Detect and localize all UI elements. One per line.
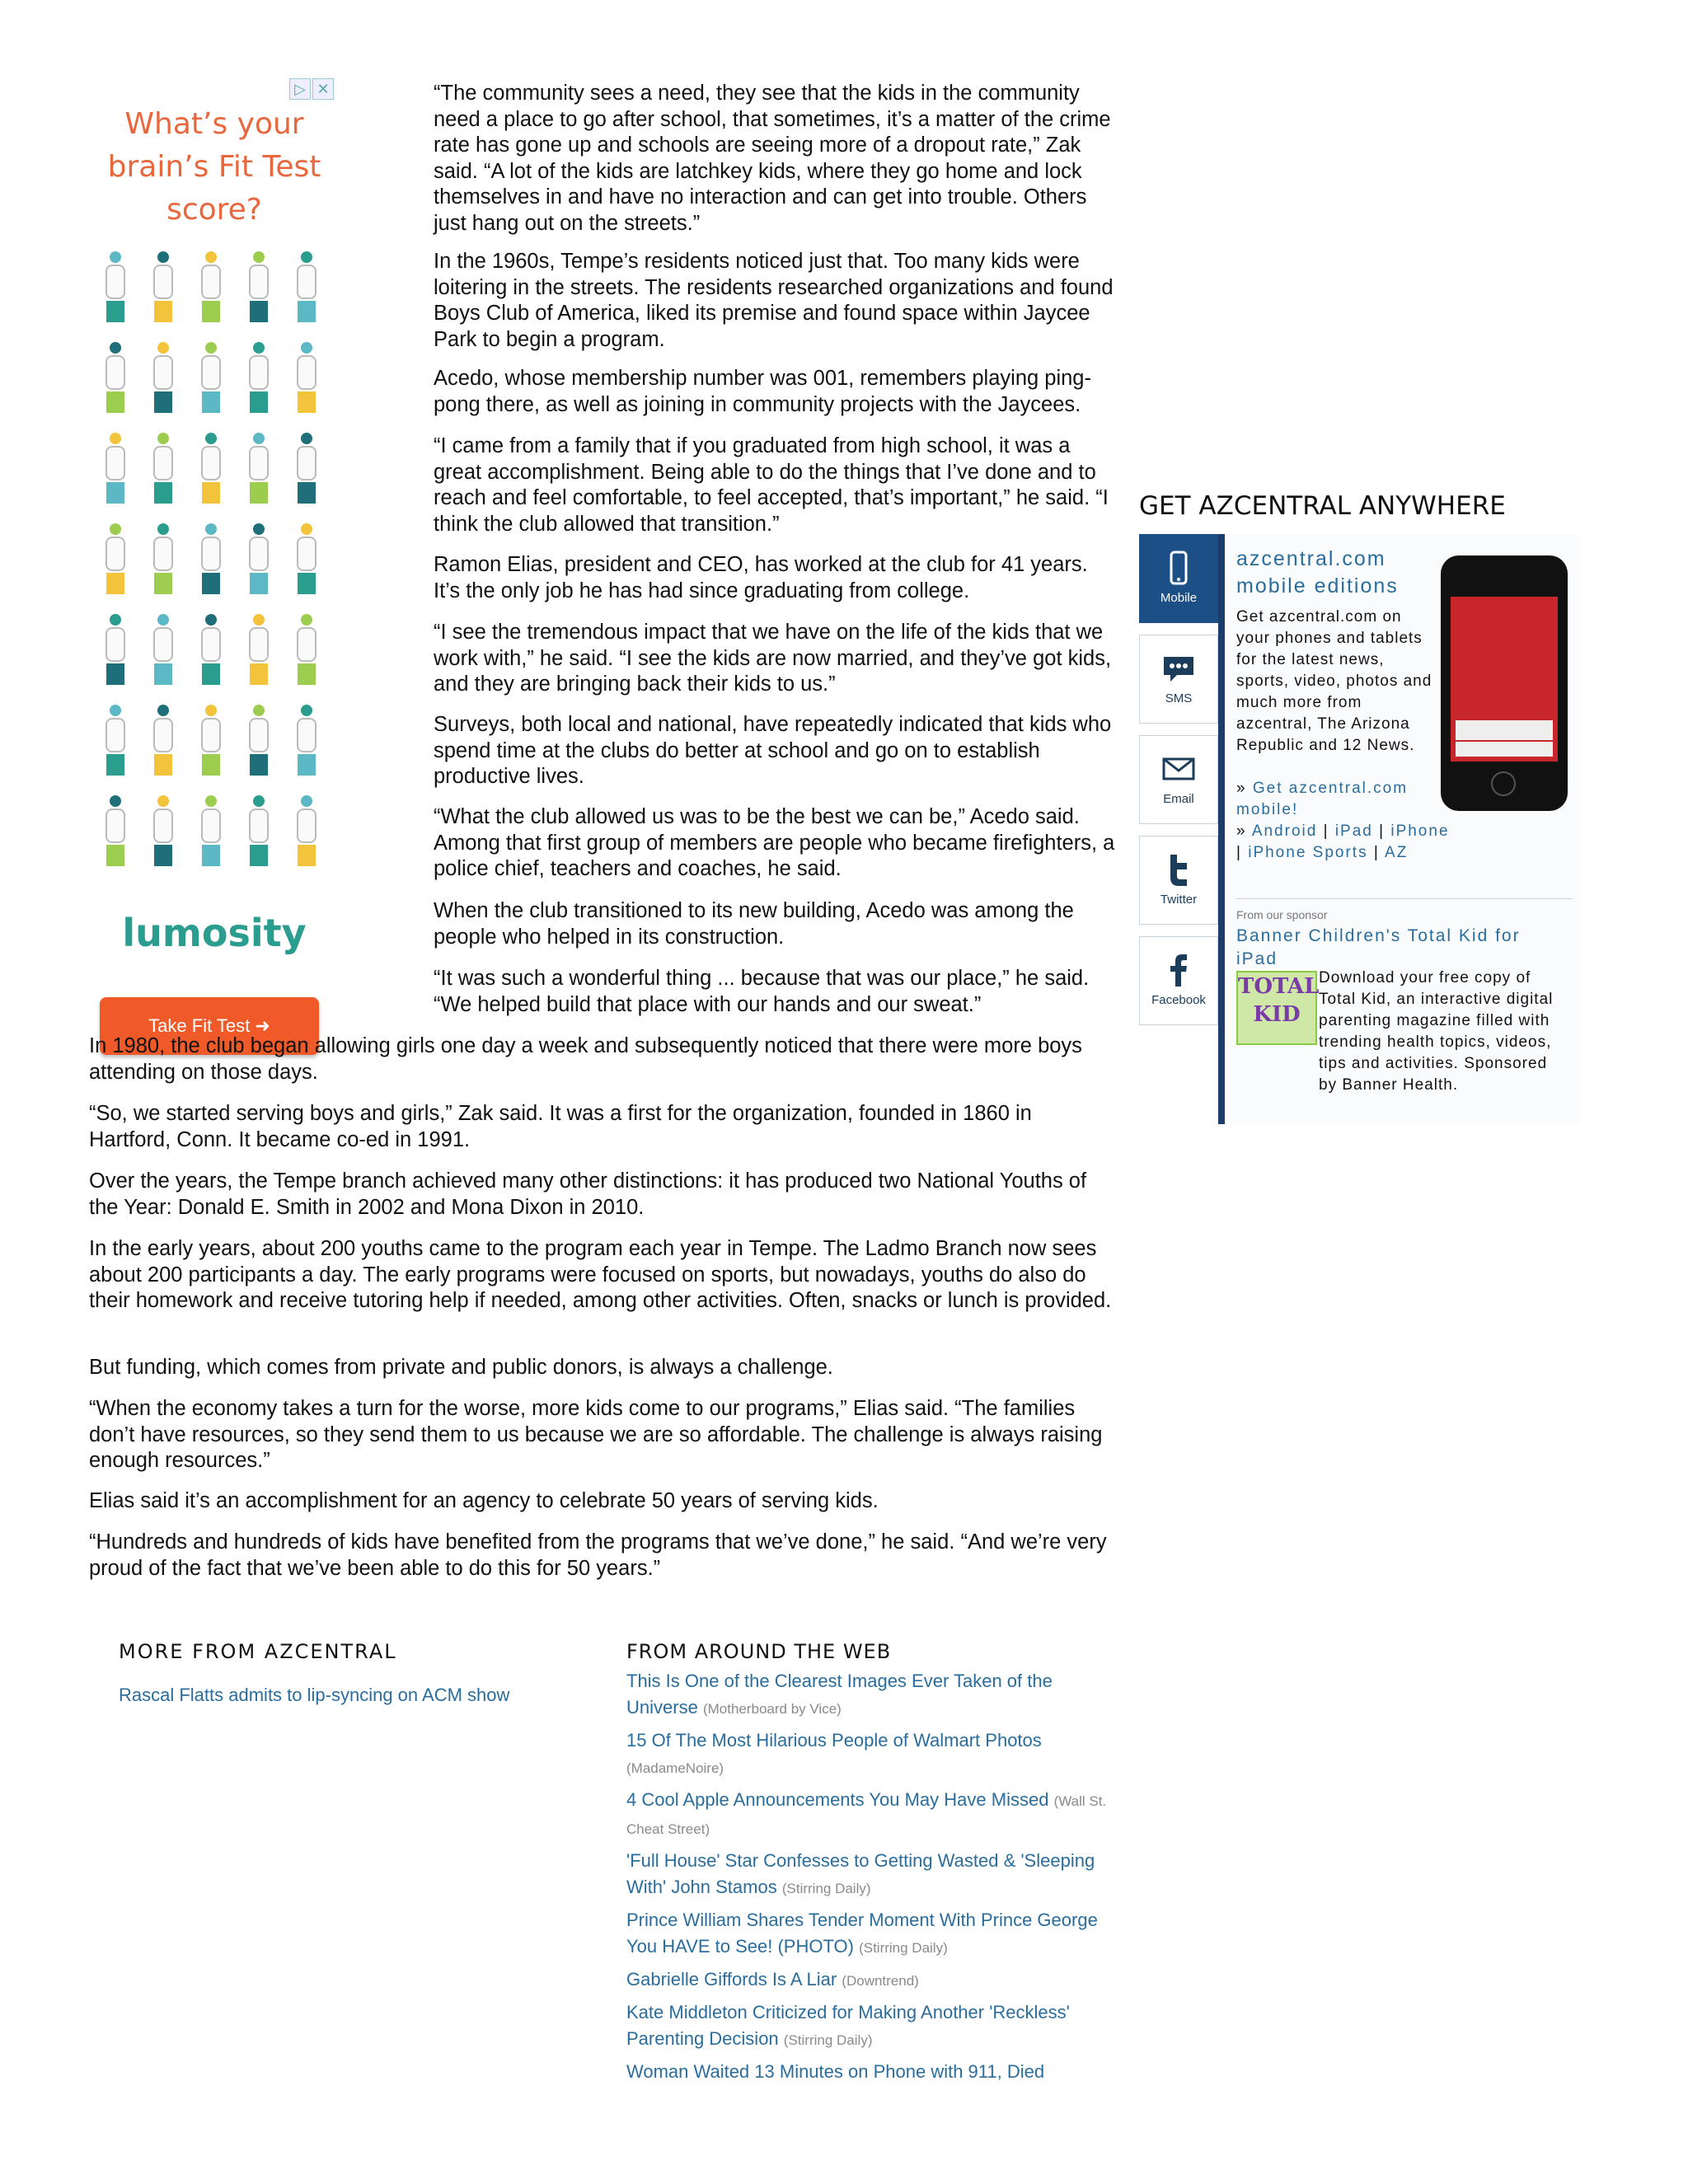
ad-figure-head — [157, 433, 169, 444]
ad-figure-legs — [154, 754, 172, 776]
tab-label: Email — [1163, 792, 1194, 806]
ad-figure-legs — [106, 482, 124, 504]
ad-figure-icon — [242, 705, 275, 779]
ad-figure-body — [297, 718, 316, 752]
ad-figure-icon — [242, 433, 275, 507]
widget-tabs — [1139, 534, 1220, 1124]
ad-figure-legs — [106, 845, 124, 866]
ad-figure-legs — [298, 573, 316, 594]
list-item[interactable] — [626, 1848, 1121, 1902]
ad-figure-legs — [250, 663, 268, 685]
ad-figure-legs — [202, 845, 220, 866]
ad-figure-head — [205, 342, 217, 354]
ad-figure-head — [205, 705, 217, 716]
ad-figure-body — [106, 446, 125, 480]
article-paragraph: “I came from a family that if you graduated from high school, it was a great accomplishment. Being able to do the things that I’ve done and to reach and feel comfortable, to feel accepted, that’s important,” he said. “I think the club allowed that transition.” — [434, 434, 1109, 536]
ad-figure-legs — [106, 301, 124, 322]
web-item-source: (Stirring Daily) — [781, 1881, 871, 1896]
ad-figure-icon — [290, 342, 323, 416]
ad-figure-icon — [99, 795, 132, 869]
web-item-source: (Wall St. Cheat Street) — [626, 1793, 1107, 1837]
ad-figure-grid — [95, 251, 334, 894]
ad-figure-head — [110, 795, 121, 807]
ad-figure-legs — [154, 845, 172, 866]
tab-label: SMS — [1165, 691, 1193, 705]
ad-figure-head — [157, 705, 169, 716]
ad-figure-head — [253, 614, 265, 626]
android-link[interactable]: Android — [1251, 823, 1318, 840]
ad-figure-body — [153, 718, 173, 752]
ad-figure-icon — [147, 523, 180, 598]
from-sponsor-label: From our sponsor — [1236, 908, 1328, 921]
ad-figure-icon — [290, 705, 323, 779]
ad-figure-legs — [250, 391, 268, 413]
mobile-editions-title[interactable]: azcentral.com mobile editions — [1236, 547, 1399, 598]
web-item-title[interactable]: 'Full House' Star Confesses to Getting Wasted & 'Sleeping With' John Stamos — [626, 1850, 1095, 1897]
ad-figure-icon — [99, 614, 132, 688]
ad-figure-icon — [147, 705, 180, 779]
ad-figure-body — [153, 627, 173, 662]
phone-screen — [1451, 597, 1558, 762]
web-item-title[interactable]: Kate Middleton Criticized for Making Another 'Reckless' Parenting Decision — [626, 2002, 1070, 2049]
ad-figure-icon — [99, 705, 132, 779]
ad-figure-legs — [250, 301, 268, 322]
web-item-source: (Downtrend) — [842, 1973, 919, 1989]
ad-figure-head — [110, 342, 121, 354]
total-kid-logo[interactable]: TOTAL KID — [1236, 971, 1317, 1045]
ad-figure-body — [297, 627, 316, 662]
ad-figure-head — [253, 342, 265, 354]
ad-figure-head — [253, 705, 265, 716]
ad-figure-body — [106, 627, 125, 662]
ad-figure-legs — [106, 754, 124, 776]
list-item[interactable] — [626, 1787, 1121, 1843]
list-item[interactable] — [626, 2059, 1121, 2087]
ad-figure-body — [249, 808, 269, 843]
more-from-heading: MORE FROM AZCENTRAL — [119, 1640, 397, 1663]
ad-figure-icon — [147, 433, 180, 507]
ad-brand-logo: lumosity — [122, 911, 307, 955]
ad-headline: What’s your brain’s Fit Test score? — [107, 107, 321, 227]
ad-figure-legs — [106, 391, 124, 413]
get-mobile-link[interactable]: Get azcentral.com mobile! — [1236, 780, 1409, 818]
ad-figure-legs — [250, 754, 268, 776]
widget-divider-bar — [1218, 534, 1225, 1124]
ad-figure-body — [201, 446, 221, 480]
ad-figure-head — [253, 433, 265, 444]
more-from-link[interactable]: Rascal Flatts admits to lip-syncing on ACM show — [119, 1685, 510, 1705]
ad-figure-icon — [147, 342, 180, 416]
mobile-editions-widget — [1139, 534, 1579, 1124]
ad-figure-icon — [290, 795, 323, 869]
ad-figure-head — [205, 614, 217, 626]
ad-figure-legs — [298, 391, 316, 413]
ad-figure-legs — [298, 754, 316, 776]
ad-figure-head — [301, 251, 312, 263]
ad-figure-body — [106, 808, 125, 843]
ad-figure-head — [205, 523, 217, 535]
tab-twitter[interactable] — [1139, 836, 1218, 925]
list-item[interactable] — [626, 1727, 1121, 1782]
ad-figure-legs — [202, 663, 220, 685]
ad-figure-body — [297, 537, 316, 571]
ad-figure-body — [201, 265, 221, 299]
ad-figure-legs — [202, 301, 220, 322]
az-link[interactable]: AZ — [1385, 844, 1409, 861]
ad-figure-legs — [202, 391, 220, 413]
tab-email[interactable] — [1139, 735, 1218, 824]
web-item-title[interactable]: Gabrielle Giffords Is A Liar — [626, 1969, 837, 1990]
web-item-title[interactable]: Prince William Shares Tender Moment With Prince George You HAVE to See! (PHOTO) — [626, 1910, 1098, 1957]
ad-figure-head — [205, 795, 217, 807]
ad-figure-legs — [250, 845, 268, 866]
web-item-source: (Stirring Daily) — [859, 1940, 948, 1956]
tab-facebook[interactable] — [1139, 936, 1218, 1025]
ad-figure-head — [110, 705, 121, 716]
ad-figure-body — [106, 265, 125, 299]
article-paragraph: Elias said it’s an accomplishment for an agency to celebrate 50 years of serving kids. — [89, 1489, 879, 1512]
ad-figure-body — [249, 446, 269, 480]
ad-figure-body — [249, 537, 269, 571]
ad-figure-icon — [242, 251, 275, 326]
ad-figure-head — [110, 433, 121, 444]
ad-figure-legs — [106, 663, 124, 685]
article-paragraph: Ramon Elias, president and CEO, has worked at the club for 41 years. It’s the only job he has had since graduating from college. — [434, 553, 1088, 602]
iphone-sports-link[interactable]: iPhone Sports — [1248, 844, 1368, 861]
ad-figure-legs — [298, 845, 316, 866]
ad-figure-body — [249, 265, 269, 299]
article-paragraph: Over the years, the Tempe branch achieved many other distinctions: it has produced two National Youths of the Year: Donald E. Smith in 2002 and Mona Dixon in 2010. — [89, 1169, 1087, 1219]
web-item-source: (Stirring Daily) — [783, 2032, 873, 2048]
ad-figure-body — [201, 537, 221, 571]
ad-figure-head — [157, 523, 169, 535]
ad-figure-icon — [195, 251, 227, 326]
ad-figure-head — [301, 705, 312, 716]
article-paragraph: “I see the tremendous impact that we have on the life of the kids that we work with,” he said. “I see the kids are now married, and they’ve got kids, and they are bringing back their kids to us.” — [434, 621, 1112, 696]
ad-figure-head — [301, 342, 312, 354]
ad-figure-body — [297, 446, 316, 480]
ad-figure-icon — [290, 251, 323, 326]
ad-figure-head — [253, 251, 265, 263]
ad-figure-head — [110, 523, 121, 535]
article-paragraph: “When the economy takes a turn for the worse, more kids come to our programs,” Elias said. “The families don’t have resources, so they send them to us because we are so affordable. The challenge is always raising enough resources.” — [89, 1397, 1103, 1472]
ad-figure-icon — [99, 523, 132, 598]
ad-figure-icon — [195, 614, 227, 688]
iphone-link[interactable]: iPhone — [1390, 823, 1450, 840]
ad-figure-head — [157, 342, 169, 354]
ad-figure-body — [297, 265, 316, 299]
ad-figure-head — [301, 614, 312, 626]
twitter-icon — [1160, 851, 1197, 888]
ad-figure-head — [253, 795, 265, 807]
phone-home-button — [1491, 771, 1516, 796]
ad-figure-icon — [195, 342, 227, 416]
mobile-editions-description: Get azcentral.com on your phones and tablets for the latest news, sports, video, photos and much more from azcentral, The Arizona Republic and 12 News. — [1236, 608, 1432, 754]
article-paragraph: When the club transitioned to its new building, Acedo was among the people who helped in its construction. — [434, 899, 1074, 949]
sidebar-heading: GET AZCENTRAL ANYWHERE — [1139, 491, 1506, 521]
ad-figure-body — [153, 265, 173, 299]
sms-icon — [1160, 650, 1197, 687]
ad-figure-legs — [250, 482, 268, 504]
ad-figure-icon — [147, 614, 180, 688]
ad-figure-body — [249, 355, 269, 390]
ad-figure-icon — [147, 795, 180, 869]
phone-screen-row — [1456, 742, 1553, 757]
ad-figure-body — [106, 718, 125, 752]
ad-figure-body — [249, 718, 269, 752]
ad-figure-head — [110, 614, 121, 626]
tab-mobile[interactable] — [1139, 534, 1218, 623]
widget-content — [1225, 534, 1579, 1124]
adchoices-play-icon[interactable]: ▷ — [289, 78, 311, 100]
widget-divider — [1236, 898, 1573, 899]
web-item-title[interactable]: 15 Of The Most Hilarious People of Walmart Photos — [626, 1730, 1042, 1750]
ad-figure-head — [157, 795, 169, 807]
web-item-title[interactable]: 4 Cool Apple Announcements You May Have Missed — [626, 1789, 1049, 1810]
article-paragraph: “The community sees a need, they see that the kids in the community need a place to go after school, that sometimes, it’s a matter of the crime rate has gone up and schools are seeing more of a dropout rate,” Zak said. “A lot of the kids are latchkey kids, where they go home and lock themselves in and have no interaction and can get into trouble. Others just hang out on the streets.” — [434, 82, 1111, 235]
ad-figure-legs — [298, 301, 316, 322]
ad-figure-legs — [298, 663, 316, 685]
ad-figure-body — [201, 627, 221, 662]
ad-figure-icon — [290, 433, 323, 507]
ad-figure-icon — [147, 251, 180, 326]
ad-figure-head — [157, 614, 169, 626]
ad-figure-head — [205, 251, 217, 263]
tab-label: Twitter — [1160, 893, 1198, 907]
ad-figure-icon — [242, 614, 275, 688]
ad-figure-icon — [99, 251, 132, 326]
list-item[interactable] — [626, 1999, 1121, 2054]
ad-figure-icon — [99, 342, 132, 416]
web-item-source: (MadameNoire) — [626, 1760, 724, 1776]
ad-figure-icon — [242, 795, 275, 869]
phone-screen-row — [1456, 720, 1553, 740]
tab-label: Mobile — [1160, 591, 1198, 605]
ad-figure-legs — [202, 482, 220, 504]
ad-figure-head — [253, 523, 265, 535]
ad-figure-body — [201, 355, 221, 390]
article-paragraph: Acedo, whose membership number was 001, remembers playing ping-pong there, as well as joining in community projects with the Jaycees. — [434, 367, 1091, 416]
ad-figure-body — [106, 355, 125, 390]
ad-figure-head — [205, 433, 217, 444]
mobile-icon — [1160, 550, 1197, 586]
ad-figure-head — [301, 523, 312, 535]
ad-figure-head — [301, 795, 312, 807]
ad-figure-legs — [154, 391, 172, 413]
article-paragraph: “What the club allowed us was to be the best we can be,” Acedo said. Among that first group of members are people who became firefighters, a police chief, teachers and coaches, he said. — [434, 805, 1115, 880]
ad-figure-body — [153, 808, 173, 843]
lumosity-ad[interactable] — [95, 78, 334, 1036]
ad-figure-legs — [202, 754, 220, 776]
ad-figure-body — [297, 808, 316, 843]
article-paragraph: In the early years, about 200 youths came to the program each year in Tempe. The Ladmo Branch now sees about 200 participants a day. The early programs were focused on sports, but nowadays, youths do also do their homework and receive tutoring help if needed, among other activities. Often, snacks or lunch is provided. — [89, 1237, 1112, 1312]
article-paragraph: In 1980, the club began allowing girls one day a week and subsequently noticed that there were more boys attending on those days. — [89, 1034, 1082, 1084]
ad-figure-body — [297, 355, 316, 390]
ad-figure-body — [249, 627, 269, 662]
ad-figure-legs — [298, 482, 316, 504]
facebook-icon — [1160, 952, 1197, 988]
ad-choices[interactable] — [289, 78, 334, 100]
ad-figure-body — [201, 718, 221, 752]
ad-figure-legs — [154, 301, 172, 322]
ad-figure-icon — [195, 433, 227, 507]
sponsor-title-link[interactable]: Banner Children's Total Kid for iPad — [1236, 926, 1521, 968]
ad-figure-legs — [202, 573, 220, 594]
ad-figure-head — [110, 251, 121, 263]
article-paragraph: In the 1960s, Tempe’s residents noticed just that. Too many kids were loitering in the streets. The residents researched organizations and found Boys Club of America, liked its premise and found space within Jaycee Park to begin a program. — [434, 250, 1114, 351]
around-web-list — [626, 1668, 1121, 2092]
email-icon — [1160, 751, 1197, 787]
ad-figure-legs — [106, 573, 124, 594]
list-item[interactable] — [626, 1907, 1121, 1961]
ad-figure-icon — [290, 614, 323, 688]
web-item-source: (Motherboard by Vice) — [702, 1701, 842, 1717]
ad-figure-head — [157, 251, 169, 263]
mobile-links: » Get azcentral.com mobile! » Android | iPad | iPhone | iPhone Sports | AZ — [1236, 780, 1450, 861]
ad-figure-head — [301, 433, 312, 444]
ad-figure-legs — [154, 663, 172, 685]
take-fit-test-button[interactable]: Take Fit Test ➜ — [100, 997, 319, 1055]
ad-figure-legs — [154, 482, 172, 504]
article-paragraph: Surveys, both local and national, have repeatedly indicated that kids who spend time at the clubs do better at school and go on to establish productive lives. — [434, 713, 1112, 788]
tab-sms[interactable] — [1139, 635, 1218, 724]
tab-label: Facebook — [1151, 993, 1206, 1007]
web-item-title[interactable]: Woman Waited 13 Minutes on Phone with 911, Died — [626, 2061, 1045, 2082]
phone-image — [1441, 555, 1568, 811]
ad-figure-icon — [195, 795, 227, 869]
list-item[interactable] — [626, 1966, 1121, 1994]
ad-figure-legs — [250, 573, 268, 594]
sponsor-description: Download your free copy of Total Kid, an interactive digital parenting magazine filled with trending health topics, videos, tips and activities. Sponsored by Banner Health. — [1319, 969, 1554, 1094]
ad-figure-icon — [195, 705, 227, 779]
ad-figure-icon — [290, 523, 323, 598]
ad-close-icon[interactable]: ✕ — [312, 78, 334, 100]
list-item[interactable] — [626, 1668, 1121, 1722]
ad-figure-icon — [99, 433, 132, 507]
ad-figure-icon — [242, 523, 275, 598]
article-paragraph: “It was such a wonderful thing ... because that was our place,” he said. “We helped build that place with our hands and our sweat.” — [434, 967, 1090, 1016]
ad-figure-body — [106, 537, 125, 571]
article-paragraph: “So, we started serving boys and girls,” Zak said. It was a first for the organization, founded in 1860 in Hartford, Conn. It became co-ed in 1991. — [89, 1102, 1032, 1151]
ipad-link[interactable]: iPad — [1334, 823, 1373, 840]
article-paragraph: “Hundreds and hundreds of kids have benefited from the programs that we’ve done,” he said. “And we’re very proud of the fact that we’ve been able to do this for 50 years.” — [89, 1530, 1107, 1580]
ad-figure-body — [153, 355, 173, 390]
ad-figure-body — [153, 446, 173, 480]
ad-figure-body — [153, 537, 173, 571]
around-web-heading: FROM AROUND THE WEB — [626, 1640, 892, 1663]
ad-figure-legs — [154, 573, 172, 594]
ad-figure-icon — [242, 342, 275, 416]
article-paragraph: But funding, which comes from private and public donors, is always a challenge. — [89, 1356, 833, 1379]
ad-figure-body — [201, 808, 221, 843]
ad-figure-icon — [195, 523, 227, 598]
web-item-title[interactable]: This Is One of the Clearest Images Ever Taken of the Universe — [626, 1671, 1053, 1718]
